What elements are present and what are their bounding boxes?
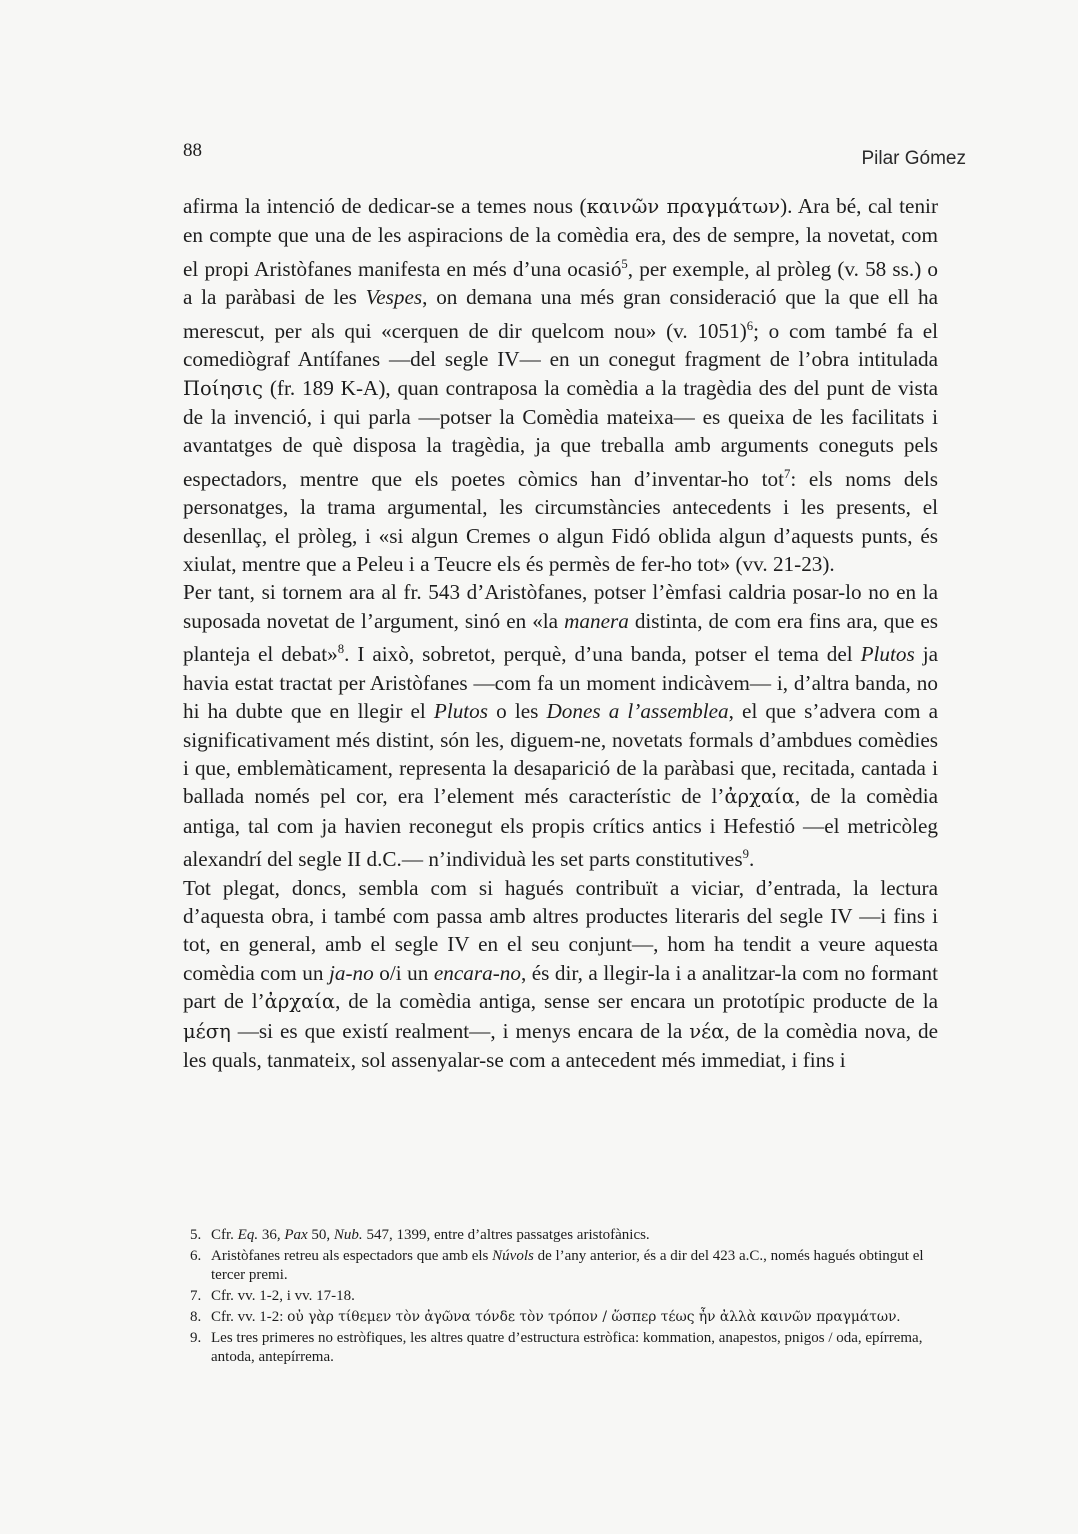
footnote-number: 8. (190, 1309, 202, 1325)
text-run: 547, 1399, entre d’altres passatges aristofànics. (362, 1227, 650, 1243)
text-run: , per exemple, al pròleg (v. 58 ss.) o a la paràbasi de les (183, 256, 938, 310)
italic-text: ja-no (329, 960, 374, 985)
italic-text: Dones a l’assemblea (546, 699, 729, 724)
footnote-text (211, 1308, 938, 1327)
text-run: , on demana una més gran consideració que la que ell ha merescut, per als qui «cerquen de dir quelcom nou» (v. 1051) (183, 285, 938, 343)
footnote (190, 1308, 938, 1327)
paragraph (183, 578, 938, 873)
footnote-text (211, 1287, 938, 1306)
text-run: Tot plegat, doncs, sembla com si hagués contribuït a viciar, d’entrada, la lectura d’aquesta obra, i també com passa amb altres productes literaris del segle IV —i fins i tot, en general, amb el segle IV en el seu conjunt—, hom ha tendit a veure aquesta comèdia com un (183, 875, 938, 985)
text-run: de l’any anterior, és a dir del 423 a.C., només hagués obtingut el tercer premi. (211, 1248, 924, 1283)
italic-text: Núvols (492, 1248, 534, 1264)
text-run: . (748, 847, 755, 872)
paragraph (183, 192, 938, 578)
text-run: 50, (307, 1227, 334, 1243)
greek-text: οὐ γὰρ τίθεμεν τὸν ἀγῶνα τόνδε τὸν τρόπον / ὥσπερ τέως ἦν ἀλλὰ καινῶν πραγμάτων (287, 1309, 897, 1325)
greek-text: νέα (689, 1019, 725, 1043)
text-run: Per tant, si tornem ara al fr. 543 d’Aristòfanes, potser l’èmfasi caldria posar-lo no en la suposada novetat de l’argument, sinó en «la (183, 580, 938, 633)
italic-text: Plutos (860, 642, 915, 667)
footnote-number: 7. (190, 1288, 202, 1304)
italic-text: Eq. (237, 1227, 259, 1243)
footnote-number: 6. (190, 1248, 202, 1264)
text-run: Cfr. vv. 1-2: (211, 1309, 288, 1325)
text-run: o les (488, 699, 547, 724)
italic-text: encara-no (433, 960, 521, 985)
text-run: Cfr. (211, 1227, 238, 1243)
text-run: , de la comèdia antiga, tal com ja havien reconegut els propis crítics antics i Hefestió —el metricòleg alexandrí del segle II d.C.— n’individuà les set parts constitutives (183, 784, 938, 872)
text-run: (fr. 189 K-A), quan contraposa la comèdia a la tragèdia des del punt de vista de la invenció, i qui parla —potser la Comèdia mateixa— es queixa de les facilitats i avantatges de què disposa la tragèdia, ja que treballa amb arguments coneguts pels espectadors, mentre que els poetes còmics han d’inventar-ho tot (183, 375, 938, 491)
greek-text: Ποίησις (183, 376, 263, 400)
footnote-ref: 7 (783, 466, 791, 481)
paragraph (183, 874, 938, 1075)
italic-text: Plutos (433, 699, 489, 724)
footnote-text (211, 1247, 938, 1285)
italic-text: manera (564, 608, 629, 633)
text-run: 36, (258, 1227, 285, 1243)
text-run: distinta, de com era fins ara, que es planteja el debat» (183, 608, 939, 667)
greek-text: καινῶν πραγμάτων (586, 195, 781, 218)
footnote (190, 1287, 938, 1306)
text-run: Aristòfanes retreu als espectadors que amb els (211, 1248, 493, 1264)
footnote (190, 1247, 938, 1285)
greek-text: μέση (183, 1019, 231, 1043)
text-run: ). Ara bé, cal tenir en compte que una de les aspiracions de la comèdia era, des de sempre, la novetat, com el propi Aristòfanes manifesta en més d’una ocasió (183, 194, 938, 281)
text-run: , és dir, a llegir-la i a analitzar-la com no formant part de l’ (183, 960, 938, 1014)
greek-text: ἀρχαία (264, 990, 336, 1014)
text-run: : els noms dels personatges, la trama argumental, les circumstàncies antecedents i les presents, el desenllaç, el pròleg, i «si algun Cremes o algun Fidó oblida algun d’aquests punts, és xiulat, mentre que a Peleu i a Teucre els és permès de fer-ho tot» (vv. 21-23). (183, 466, 938, 577)
footnote-ref: 6 (746, 318, 754, 333)
footnotes (190, 1226, 938, 1369)
text-run: o/i un (373, 960, 434, 985)
footnote-ref: 9 (742, 847, 749, 862)
text-run: ; o com també fa el comediògraf Antífanes —del segle IV— en un conegut fragment de l’obra intitulada (183, 318, 938, 372)
footnote-ref: 5 (621, 256, 628, 271)
running-head: Pilar Gómez (861, 148, 966, 169)
body-text (183, 192, 938, 1075)
footnote-ref: 8 (337, 642, 345, 657)
text-run: afirma la intenció de dedicar-se a temes nous ( (183, 194, 587, 218)
italic-text: Pax (284, 1227, 308, 1243)
footnote-number: 9. (190, 1330, 202, 1346)
text-run: —si es que existí realment—, i menys encara de la (230, 1018, 690, 1043)
greek-text: ἀρχαία (724, 785, 795, 809)
italic-text: Vespes (365, 285, 423, 310)
footnote-text (211, 1329, 938, 1367)
italic-text: Nub. (333, 1227, 363, 1243)
text-run: , de la comèdia antiga, sense ser encara un prototípic producte de la (335, 989, 938, 1014)
text-run: Les tres primeres no estròfiques, les altres quatre d’estructura estròfica: kommation, anapestos, pnigos / oda, epírrema, antoda, antepírrema. (211, 1330, 923, 1365)
footnote (190, 1226, 938, 1245)
text-run: . (896, 1309, 901, 1325)
footnote (190, 1329, 938, 1367)
text-run: , de la comèdia nova, de les quals, tanmateix, sol assenyalar-se com a antecedent més immediat, i fins i (183, 1018, 938, 1073)
page-number: 88 (183, 140, 202, 161)
text-run: ja havia estat tractat per Aristòfanes —com fa un moment indicàvem— i, d’altra banda, no hi ha dubte que en llegir el (183, 642, 938, 724)
footnote-number: 5. (190, 1227, 202, 1243)
text-run: , el que s’advera com a significativament més distint, són les, diguem-ne, novetats formals d’ambdues comèdies i que, emblemàticament, representa la desaparició de la paràbasi que, recitada, cantada i ballada només pel cor, era l’element més característic de l’ (183, 699, 938, 809)
footnote-text (211, 1226, 938, 1245)
text-run: . I això, sobretot, perquè, d’una banda, potser el tema del (344, 642, 861, 667)
text-run: Cfr. vv. 1-2, i vv. 17-18. (211, 1288, 355, 1304)
